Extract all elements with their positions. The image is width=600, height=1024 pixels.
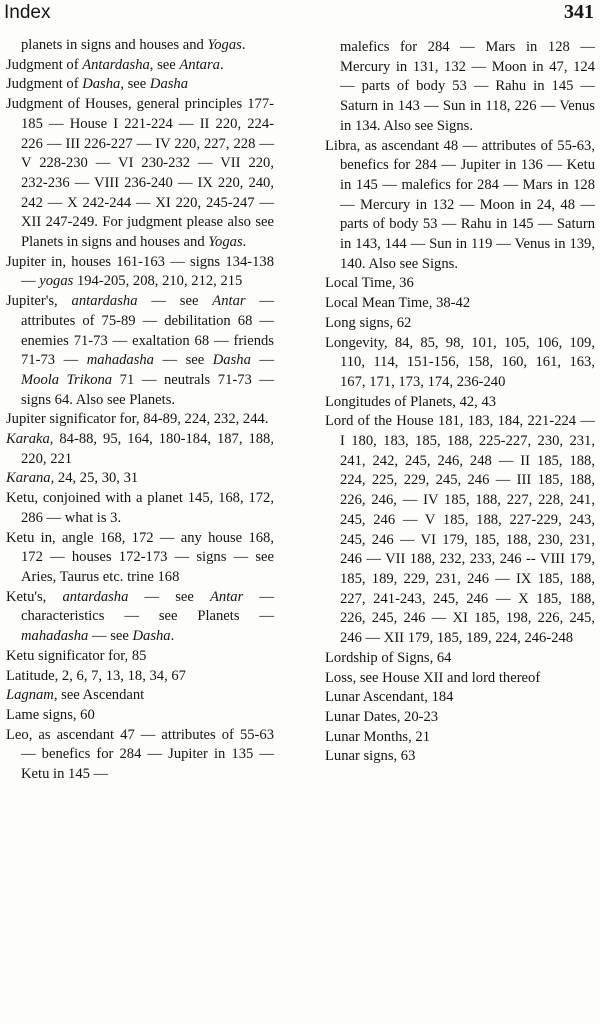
- index-entry: Longitudes of Planets, 42, 43: [325, 393, 497, 410]
- index-entry: Karana, 24, 25, 30, 31: [6, 470, 139, 487]
- index-entry: Ketu in, angle 168, 172 — any house 168, 172 — houses 172-173 — signs — see Aries, Taurus etc. trine 168: [6, 529, 274, 585]
- page-number: 341: [564, 1, 594, 23]
- index-entry: Lunar Ascendant, 184: [325, 689, 454, 706]
- index-entry: Jupiter in, houses 161-163 — signs 134-138 — yogas 194-205, 208, 210, 212, 215: [6, 253, 274, 290]
- index-entry: Ketu significator for, 85: [6, 647, 147, 664]
- index-entry: Libra, as ascendant 48 — attributes of 55-63, benefics for 284 — Jupiter in 136 — Ketu in 145 — malefics for 284 — Mars in 128 — Mercury in 132 — Moon in 24, 48 — parts of body 53 — Rahu in 145 — Saturn in 143, 144 — Sun in 119 — Venus in 139, 140. Also see Signs.: [325, 137, 595, 272]
- index-entry: Leo, as ascendant 47 — attributes of 55-63 — benefics for 284 — Jupiter in 135 — Ketu in 145 —: [6, 726, 274, 783]
- running-header-title: Index: [4, 2, 51, 23]
- index-entry: Lord of the House 181, 183, 184, 221-224 — I 180, 183, 185, 188, 225-227, 230, 231, 241, 242, 245, 246, 248 — II 185, 188, 224, 225, 229, 245, 246 — III 185, 188, 226, 246, — IV 185, 188, 227, 228, 241, 245, 246 — V 185, 188, 227-229, 243, 245, 246 — VI 179, 185, 188, 230, 231, 246 — VII 188, 232, 233, 246 -- VIII 179, 185, 189, 229, 231, 246 — IX 185, 188, 227, 241-243, 245, 246 — X 185, 188, 226, 245, 246 — XI 185, 198, 226, 245, 246 — XII 179, 185, 189, 224, 246-248: [325, 413, 595, 647]
- index-entry: Lunar Months, 21: [325, 728, 430, 745]
- index-entry: Jupiter significator for, 84-89, 224, 232, 244.: [6, 411, 269, 428]
- index-entry: Long signs, 62: [325, 314, 412, 331]
- index-entry: Ketu's, antardasha — see Antar — characteristics — see Planets — mahadasha — see Dasha.: [6, 588, 274, 645]
- left-column: [6, 36, 274, 785]
- index-entry: Lunar signs, 63: [325, 748, 416, 765]
- index-entry: Lame signs, 60: [6, 706, 95, 723]
- index-entry: Ketu, conjoined with a planet 145, 168, 172, 286 — what is 3.: [6, 490, 274, 526]
- index-entry: malefics for 284 — Mars in 128 — Mercury in 131, 132 — Moon in 47, 124 — parts of body 53 — Rahu in 145 — Saturn in 143 — Sun in 118, 226 — Venus in 134. Also see Signs.: [340, 39, 595, 134]
- index-entry: Longevity, 84, 85, 98, 101, 105, 106, 109, 110, 114, 151-156, 158, 160, 161, 163, 167, 171, 173, 174, 236-240: [325, 334, 595, 390]
- index-entry: Local Mean Time, 38-42: [325, 295, 471, 312]
- index-entry: Judgment of Houses, general principles 177-185 — House I 221-224 — II 220, 224-226 — III 226-227 — IV 220, 227, 228 — V 228-230 — VI 230-232 — VII 220, 232-236 — VIII 236-240 — IX 220, 240, 242 — X 242-244 — XI 220, 245-247 — XII 247-249. For judgment please also see Planets in signs and houses and Yogas.: [6, 96, 274, 251]
- index-entry: Lordship of Signs, 64: [325, 649, 452, 666]
- index-entry: Lunar Dates, 20-23: [325, 708, 439, 725]
- index-entry: Local Time, 36: [325, 275, 414, 292]
- index-entry: Karaka, 84-88, 95, 164, 180-184, 187, 188, 220, 221: [6, 431, 274, 467]
- right-column: [325, 38, 595, 767]
- index-entry: Loss, see House XII and lord thereof: [325, 669, 541, 686]
- index-entry: Judgment of Dasha, see Dasha: [6, 76, 189, 93]
- index-entry: Judgment of Antardasha, see Antara.: [6, 56, 224, 73]
- index-entry: Lagnam, see Ascendant: [6, 687, 145, 704]
- index-entry: Jupiter's, antardasha — see Antar — attributes of 75-89 — debilitation 68 — enemies 71-73 — exaltation 68 — friends 71-73 — mahadasha — see Dasha — Moola Trikona 71 — neutrals 71-73 — signs 64. Also see Planets.: [6, 293, 274, 408]
- index-entry: planets in signs and houses and Yogas.: [21, 37, 246, 53]
- index-entry: Latitude, 2, 6, 7, 13, 18, 34, 67: [6, 667, 186, 684]
